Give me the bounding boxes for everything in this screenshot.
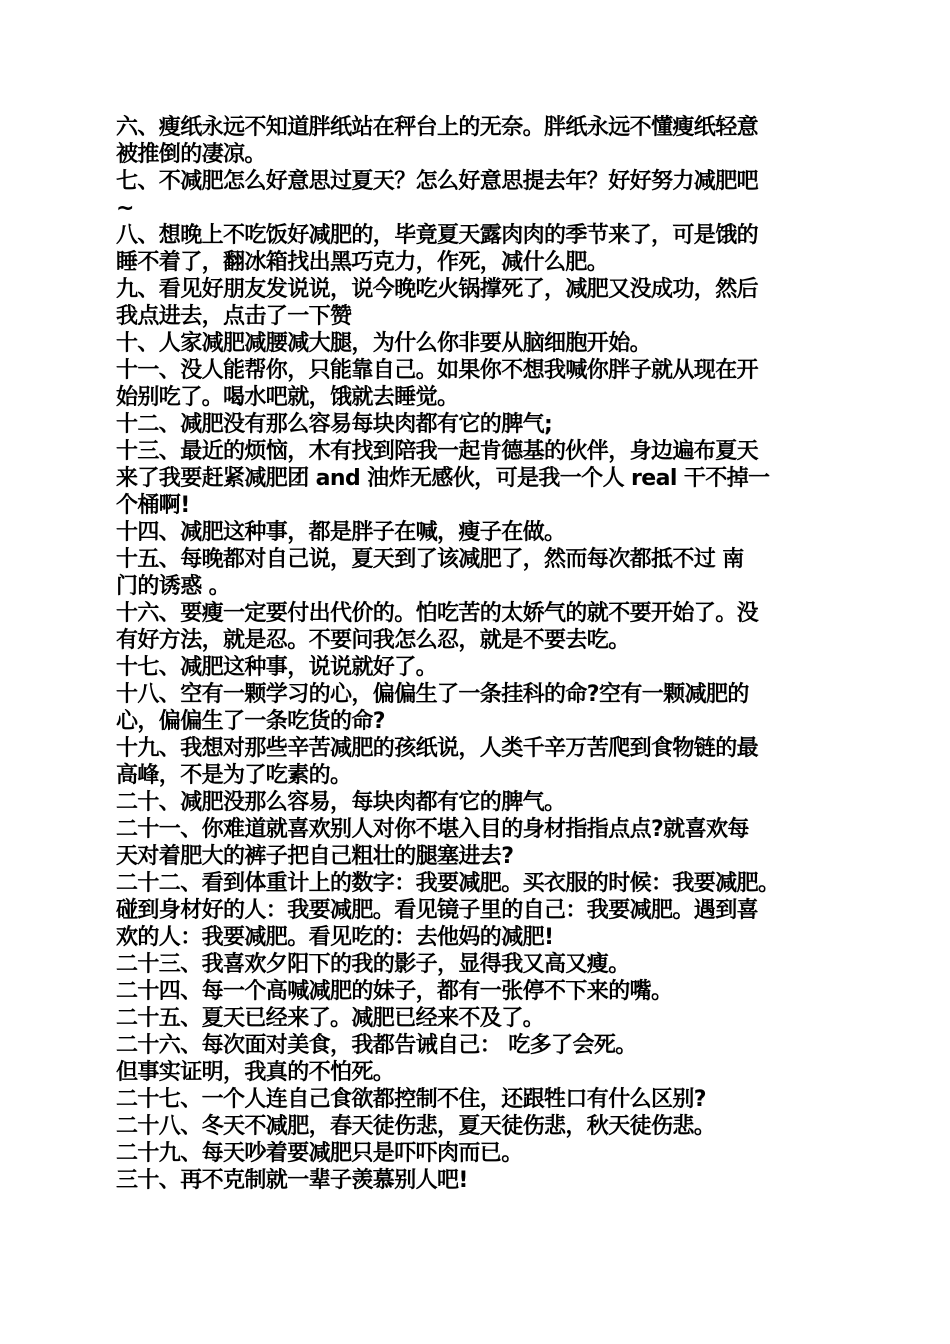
text-line: 二十九、每天吵着要减肥只是吓吓肉而已。 [116, 1141, 523, 1166]
text-line: 睡不着了，翻冰箱找出黑巧克力，作死，减什么肥。 [116, 250, 609, 275]
text-line: 个桶啊! [116, 493, 190, 518]
text-line: 十五、每晚都对自己说，夏天到了该减肥了，然而每次都抵不过 南 [116, 547, 744, 572]
text-line: 二十五、夏天已经来了。减肥已经来不及了。 [116, 1006, 545, 1031]
text-line: 二十七、一个人连自己食欲都控制不住，还跟牲口有什么区别? [116, 1087, 706, 1112]
text-line: 天对着肥大的裤子把自己粗壮的腿塞进去? [116, 844, 514, 869]
text-line: 三十、再不克制就一辈子羡慕别人吧! [116, 1168, 468, 1193]
text-line: ~ [116, 196, 134, 221]
document-body [116, 114, 836, 1194]
text-line: 十二、减肥没有那么容易每块肉都有它的脾气; [116, 412, 553, 437]
text-line: 九、看见好朋友发说说，说今晚吃火锅撑死了，减肥又没成功，然后 [116, 277, 759, 302]
text-line: 二十二、看到体重计上的数字：我要减肥。买衣服的时候：我要减肥。 [116, 871, 780, 896]
text-line: 高峰，不是为了吃素的。 [116, 763, 352, 788]
text-line: 二十三、我喜欢夕阳下的我的影子，显得我又高又瘦。 [116, 952, 630, 977]
text-line: 被推倒的凄凉。 [116, 142, 266, 167]
text-line: 欢的人：我要减肥。看见吃的：去他妈的减肥! [116, 925, 554, 950]
text-line: 二十一、你难道就喜欢别人对你不堪入目的身材指指点点?就喜欢每 [116, 817, 749, 842]
text-line: 十八、空有一颗学习的心，偏偏生了一条挂科的命?空有一颗减肥的 [116, 682, 749, 707]
text-line: 十六、要瘦一定要付出代价的。怕吃苦的太娇气的就不要开始了。没 [116, 601, 759, 626]
text-line: 六、瘦纸永远不知道胖纸站在秤台上的无奈。胖纸永远不懂瘦纸轻意 [116, 115, 759, 140]
text-line: 有好方法，就是忍。不要问我怎么忍，就是不要去吃。 [116, 628, 630, 653]
text-line: 二十、减肥没那么容易，每块肉都有它的脾气。 [116, 790, 566, 815]
text-line: 十九、我想对那些辛苦减肥的孩纸说，人类千辛万苦爬到食物链的最 [116, 736, 759, 761]
text-line: 始别吃了。喝水吧就，饿就去睡觉。 [116, 385, 459, 410]
text-line: 二十八、冬天不减肥，春天徒伤悲，夏天徒伤悲，秋天徒伤悲。 [116, 1114, 716, 1139]
text-line: 但事实证明，我真的不怕死。 [116, 1060, 395, 1085]
text-line: 我点进去，点击了一下赞 [116, 304, 352, 329]
text-line: 来了我要赶紧减肥团 and 油炸无感伙，可是我一个人 real 干不掉一 [116, 466, 770, 491]
text-line: 七、不减肥怎么好意思过夏天？怎么好意思提去年？好好努力减肥吧 [116, 169, 759, 194]
text-line: 十一、没人能帮你，只能靠自己。如果你不想我喊你胖子就从现在开 [116, 358, 759, 383]
text-line: 八、想晚上不吃饭好减肥的，毕竟夏天露肉肉的季节来了，可是饿的 [116, 223, 759, 248]
text-line: 门的诱惑 。 [116, 574, 231, 599]
text-line: 二十四、每一个高喊减肥的妹子，都有一张停不下来的嘴。 [116, 979, 673, 1004]
text-line: 心，偏偏生了一条吃货的命? [116, 709, 385, 734]
text-line: 十三、最近的烦恼，木有找到陪我一起肯德基的伙伴，身边遍布夏天 [116, 439, 759, 464]
text-line: 十七、减肥这种事，说说就好了。 [116, 655, 438, 680]
text-line: 二十六、每次面对美食，我都告诫自己： 吃多了会死。 [116, 1033, 637, 1058]
text-line: 十四、减肥这种事，都是胖子在喊，瘦子在做。 [116, 520, 566, 545]
text-line: 十、人家减肥减腰减大腿，为什么你非要从脑细胞开始。 [116, 331, 652, 356]
text-line: 碰到身材好的人：我要减肥。看见镜子里的自己：我要减肥。遇到喜 [116, 898, 759, 923]
